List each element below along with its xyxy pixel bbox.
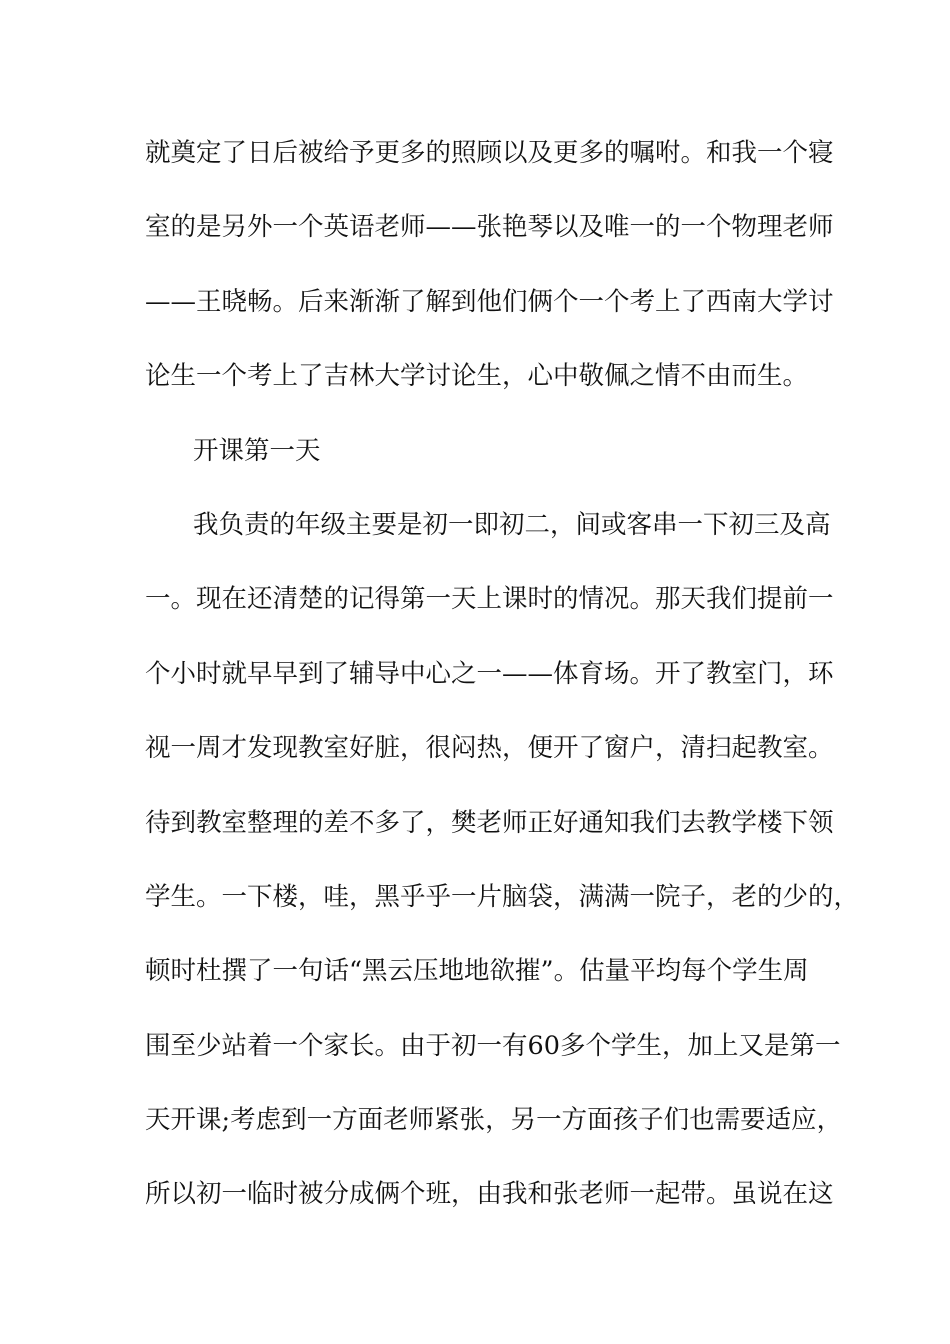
text-line: 论生一个考上了吉林大学讨论生，心中敬佩之情不由而生。	[145, 361, 809, 392]
text-line: 就奠定了日后被给予更多的照顾以及更多的嘱咐。和我一个寝	[145, 138, 834, 168]
text-line: 围至少站着一个家长。由于初一有60多个学生，加上又是第一	[145, 1030, 841, 1061]
body-text	[145, 127, 860, 1243]
text-line: ——王晓畅。后来渐渐了解到他们俩个一个考上了西南大学讨	[145, 286, 834, 317]
text-line: 视一周才发现教室好脏，很闷热，便开了窗户，清扫起教室。	[145, 733, 834, 764]
text-line: 个小时就早早到了辅导中心之一——体育场。开了教室门，环	[145, 658, 834, 689]
text-line: 所以初一临时被分成俩个班，由我和张老师一起带。虽说在这	[145, 1179, 834, 1210]
text-line: 天开课;考虑到一方面老师紧张，另一方面孩子们也需要适应，	[145, 1105, 843, 1136]
text-line: 待到教室整理的差不多了，樊老师正好通知我们去教学楼下领	[145, 807, 834, 838]
text-line: 室的是另外一个英语老师——张艳琴以及唯一的一个物理老师	[145, 212, 834, 243]
text-line: 我负责的年级主要是初一即初二，间或客串一下初三及高	[193, 509, 831, 540]
section-heading: 开课第一天	[193, 435, 321, 466]
text-line: 学生。一下楼，哇，黑乎乎一片脑袋，满满一院子，老的少的，	[145, 881, 860, 912]
text-line: 顿时杜撰了一句话“黑云压地地欲摧”。估量平均每个学生周	[145, 956, 809, 987]
text-line: 一。现在还清楚的记得第一天上课时的情况。那天我们提前一	[145, 584, 834, 615]
